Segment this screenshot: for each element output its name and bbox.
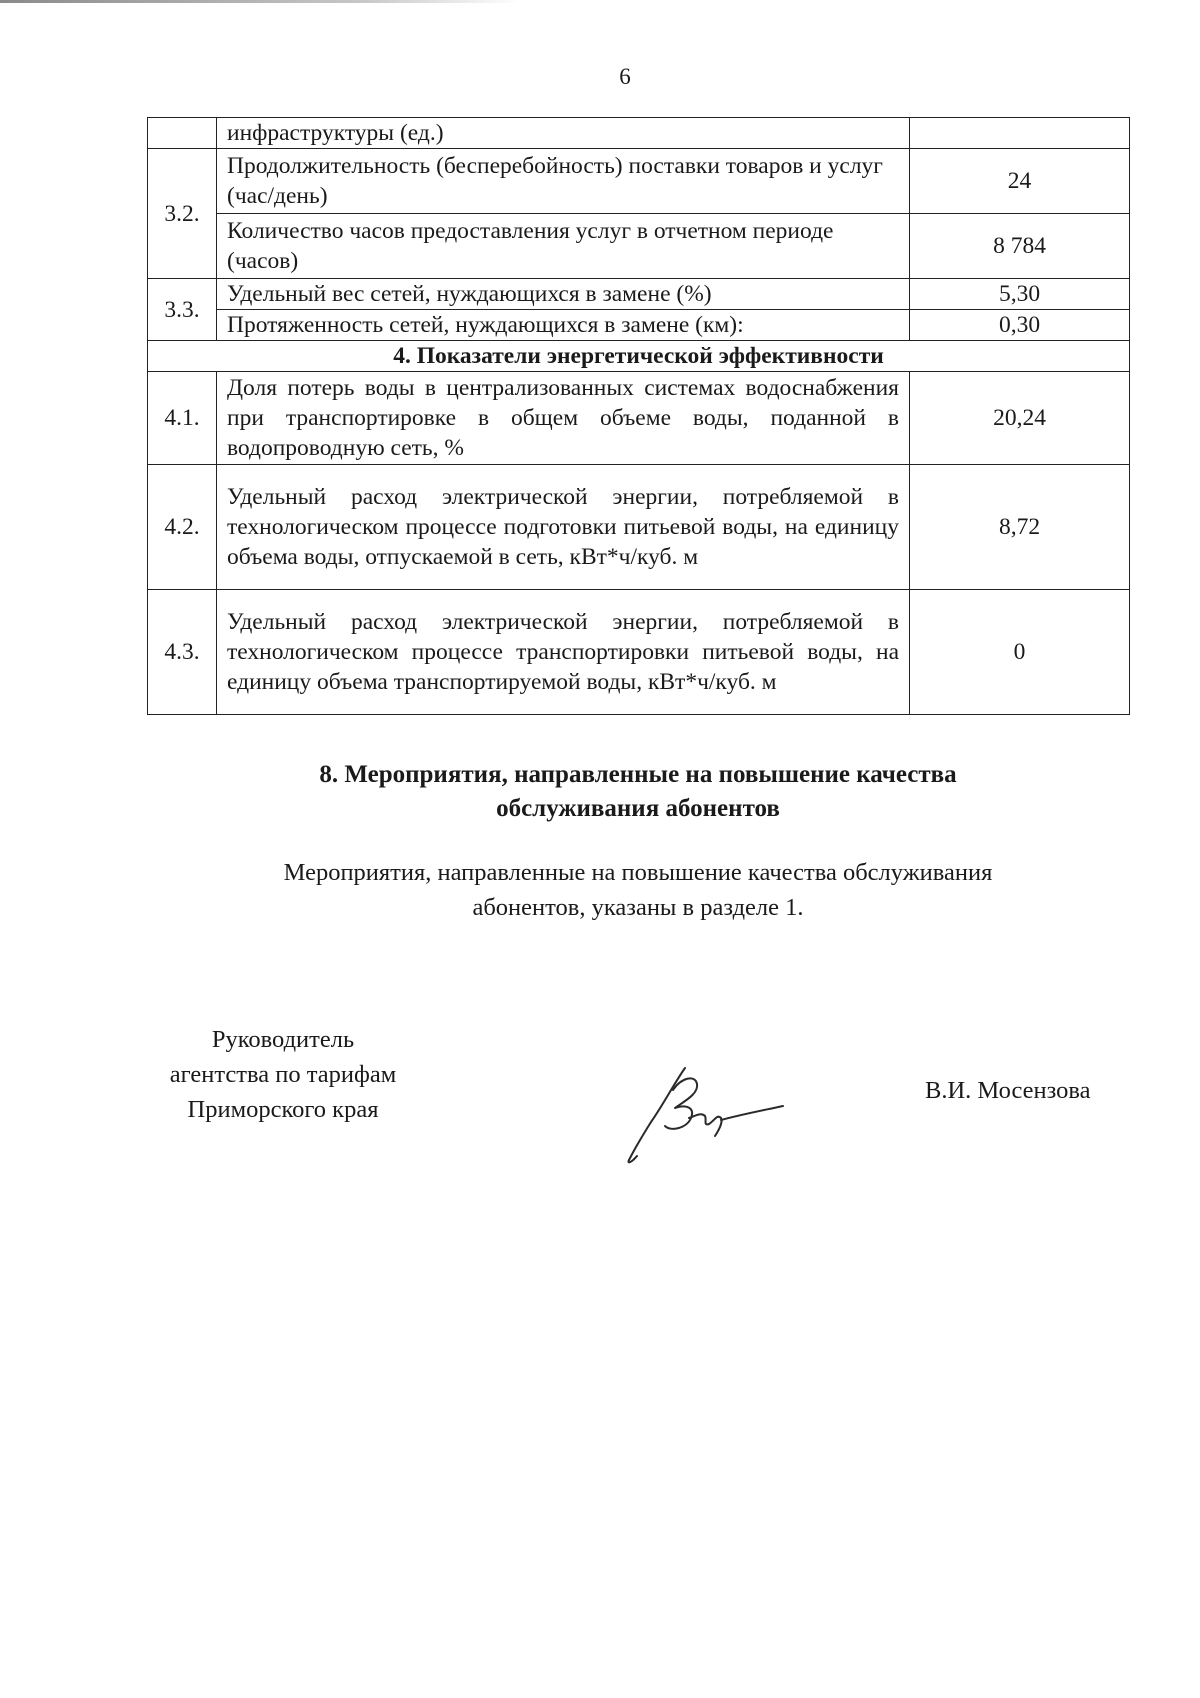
paragraph-line: абонентов, указаны в разделе 1. — [472, 894, 804, 921]
indicator-value-cell: 8 784 — [910, 214, 1130, 279]
position-line: Руководитель — [211, 1026, 355, 1053]
row-number-cell: 4.2. — [148, 465, 217, 590]
indicator-name-cell: Доля потерь воды в централизованных системах водоснабжения при транспортировке в общем объеме воды, поданной в водопроводную сеть, % — [217, 372, 910, 465]
paragraph-line: Мероприятия, направленные на повышение качества обслуживания — [283, 859, 993, 886]
row-number-cell — [148, 118, 217, 149]
indicator-name-cell: Количество часов предоставления услуг в отчетном периоде (часов) — [217, 214, 910, 279]
position-line: Приморского края — [187, 1096, 379, 1123]
indicator-name-cell: инфраструктуры (ед.) — [217, 118, 910, 149]
indicator-name-cell: Удельный расход электрической энергии, потребляемой в технологическом процессе подготовки питьевой воды, на единицу объема воды, отпускаемой в сеть, кВт*ч/куб. м — [217, 465, 910, 590]
indicators-table — [147, 117, 1130, 715]
indicator-value-cell: 8,72 — [910, 465, 1130, 590]
table-row — [148, 279, 1130, 310]
indicator-value-cell: 24 — [910, 149, 1130, 214]
table-row — [148, 149, 1130, 214]
indicator-name-cell: Удельный расход электрической энергии, потребляемой в технологическом процессе транспортировки питьевой воды, на единицу объема транспортируемой воды, кВт*ч/куб. м — [217, 590, 910, 715]
section-8-heading — [147, 758, 1129, 826]
position-line: агентства по тарифам — [169, 1061, 397, 1088]
row-number-cell: 3.3. — [148, 279, 217, 341]
table-row — [148, 465, 1130, 590]
signer-name: В.И. Мосензова — [925, 1077, 1091, 1104]
table-row — [148, 310, 1130, 341]
indicator-value-cell: 20,24 — [910, 372, 1130, 465]
table-row — [148, 118, 1130, 149]
row-number-cell: 4.1. — [148, 372, 217, 465]
handwritten-signature — [625, 1060, 785, 1170]
section-8-paragraph — [147, 855, 1129, 925]
indicator-value-cell: 0,30 — [910, 310, 1130, 341]
table-row — [148, 590, 1130, 715]
section-8-heading-line: обслуживания абонентов — [496, 795, 780, 822]
indicator-value-cell: 0 — [910, 590, 1130, 715]
table-section-row — [148, 341, 1130, 372]
section-4-title: 4. Показатели энергетической эффективности — [148, 341, 1130, 372]
indicator-value-cell: 5,30 — [910, 279, 1130, 310]
indicator-name-cell: Удельный вес сетей, нуждающихся в замене (%) — [217, 279, 910, 310]
section-8-heading-line: 8. Мероприятия, направленные на повышение качества — [319, 761, 957, 788]
table-row — [148, 372, 1130, 465]
scan-edge — [0, 0, 520, 3]
indicator-name-cell: Протяженность сетей, нуждающихся в замене (км): — [217, 310, 910, 341]
table-row — [148, 214, 1130, 279]
indicator-value-cell — [910, 118, 1130, 149]
row-number-cell: 4.3. — [148, 590, 217, 715]
signatory-position — [138, 1022, 428, 1127]
page-number: 6 — [619, 64, 631, 89]
indicator-name-cell: Продолжительность (бесперебойность) поставки товаров и услуг (час/день) — [217, 149, 910, 214]
row-number-cell: 3.2. — [148, 149, 217, 279]
